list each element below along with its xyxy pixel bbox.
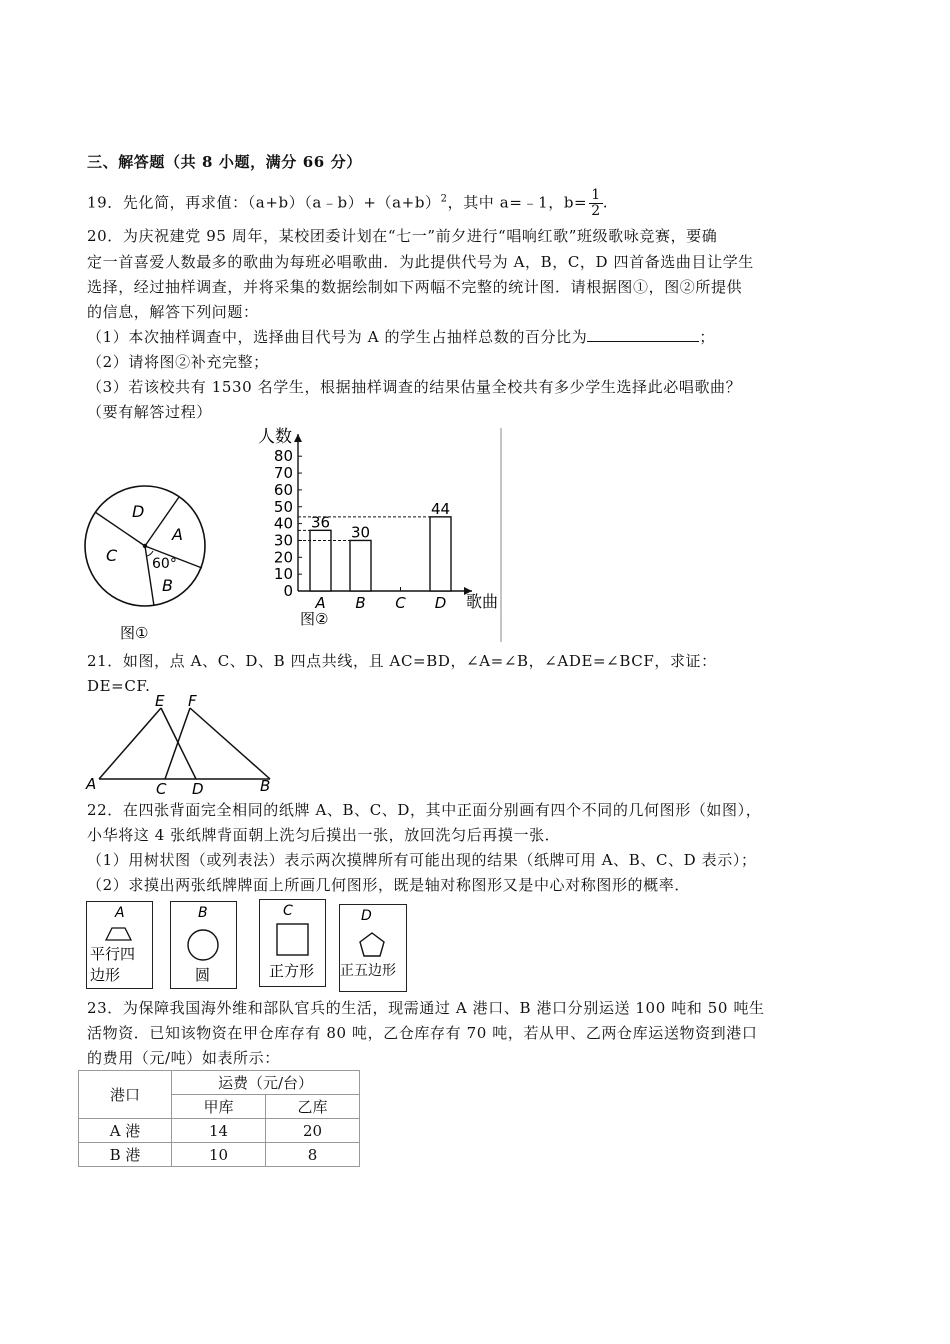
triangle-diagram bbox=[82, 693, 282, 795]
table-col-header: 甲库 bbox=[172, 1095, 266, 1119]
table-cell: 8 bbox=[266, 1143, 360, 1167]
card-b bbox=[170, 901, 237, 989]
point-b-label: B bbox=[260, 777, 271, 795]
point-c-label: C bbox=[156, 780, 167, 795]
card-c-drawing bbox=[260, 900, 325, 986]
card-c bbox=[259, 899, 326, 987]
bar-figure bbox=[252, 420, 512, 645]
q20-sub1-text: （1）本次抽样调查中，选择曲目代号为 A 的学生占抽样总数的百分比为 bbox=[87, 328, 588, 346]
y-tick-label: 60 bbox=[273, 480, 293, 499]
q19-text2: ，其中 a=﹣1，b= bbox=[447, 193, 588, 212]
q21-line-2: DE=CF. bbox=[87, 677, 151, 695]
card-b-letter: B bbox=[198, 905, 208, 921]
card-a-name-2: 边形 bbox=[90, 966, 121, 984]
card-a-letter: A bbox=[115, 905, 125, 921]
pie-label-a: A bbox=[172, 525, 183, 544]
x-category-label: C bbox=[395, 594, 406, 612]
bar-value-label: 30 bbox=[350, 523, 371, 542]
segment-cf bbox=[165, 708, 190, 779]
q20-sub-3: （3）若该校共有 1530 名学生，根据抽样调查的结果估量全校共有多少学生选择此必唱歌曲？ bbox=[87, 378, 742, 396]
y-axis-arrow bbox=[294, 434, 302, 442]
q20-line-3: 选择，经过抽样调查，并将采集的数据绘制如下两幅不完整的统计图．请根据图①，图②所提供 bbox=[87, 278, 743, 296]
table-row-label: A 港 bbox=[79, 1119, 172, 1143]
card-d-drawing bbox=[340, 905, 406, 991]
bar-value-label: 36 bbox=[310, 513, 331, 532]
y-tick-label: 80 bbox=[273, 447, 293, 466]
segment-fb bbox=[190, 708, 270, 779]
table-col-header: 乙库 bbox=[266, 1095, 360, 1119]
table-row bbox=[79, 1143, 360, 1167]
table-corner: 港口 bbox=[79, 1071, 172, 1119]
table-row-label: B 港 bbox=[79, 1143, 172, 1167]
point-d-label: D bbox=[192, 780, 204, 795]
x-category-label: D bbox=[434, 594, 447, 612]
pentagon-shape bbox=[360, 933, 384, 956]
q23-line-3: 的费用（元/吨）如表所示： bbox=[87, 1049, 280, 1067]
pie-label-b: B bbox=[162, 576, 173, 595]
q20-sub-3b: （要有解答过程） bbox=[87, 403, 212, 421]
q20-sub1-end: ； bbox=[699, 328, 715, 346]
parallelogram-shape bbox=[106, 928, 131, 940]
q20-line-4: 的信息，解答下列问题： bbox=[87, 303, 259, 321]
q19-end: . bbox=[602, 193, 609, 212]
q22-sub-1: （1）用树状图（或列表法）表示两次摸牌所有可能出现的结果（纸牌可用 A、B、C、D 表示）； bbox=[87, 851, 757, 869]
card-a bbox=[86, 901, 153, 989]
bar-b bbox=[350, 540, 371, 591]
card-c-letter: C bbox=[283, 903, 293, 919]
fraction-denominator: 2 bbox=[591, 203, 601, 219]
q22-line-1: 22．在四张背面完全相同的纸牌 A、B、C、D，其中正面分别画有四个不同的几何图形（如图）， bbox=[87, 801, 762, 819]
pie-caption: 图① bbox=[120, 624, 149, 642]
segment-ae bbox=[99, 708, 161, 779]
circle-shape bbox=[188, 930, 218, 960]
q19-text: 19．先化简，再求值：（a+b）（a﹣b）+（a+b） bbox=[87, 193, 441, 212]
q22-sub-2: （2）求摸出两张纸牌牌面上所画几何图形，既是轴对称图形又是中心对称图形的概率． bbox=[87, 876, 690, 894]
table-cell: 20 bbox=[266, 1119, 360, 1143]
y-tick-label: 30 bbox=[273, 531, 293, 550]
fraction-numerator: 1 bbox=[591, 187, 601, 203]
y-tick-label: 40 bbox=[273, 514, 293, 533]
y-tick-label: 50 bbox=[273, 497, 293, 516]
card-d bbox=[339, 904, 407, 992]
table-cell: 14 bbox=[172, 1119, 266, 1143]
q20-line-2: 定一首喜爱人数最多的歌曲为每班必唱歌曲．为此提供代号为 A，B，C，D 四首备选曲目让学生 bbox=[87, 253, 754, 271]
segment-ed bbox=[161, 708, 196, 779]
bar-value-label: 44 bbox=[430, 499, 451, 518]
q20-sub-2: （2）请将图②补充完整； bbox=[87, 353, 269, 371]
card-b-drawing bbox=[171, 902, 236, 988]
card-d-name: 正五边形 bbox=[340, 963, 396, 979]
cost-table bbox=[78, 1070, 360, 1167]
point-a-label: A bbox=[86, 775, 97, 793]
card-c-name: 正方形 bbox=[269, 962, 315, 980]
answer-blank bbox=[587, 327, 699, 342]
q21-line-1: 21．如图，点 A、C、D、B 四点共线，且 AC=BD，∠A=∠B，∠ADE=∠BCF，求证： bbox=[87, 652, 717, 670]
table-group-header: 运费（元/台） bbox=[172, 1071, 360, 1095]
triangle-figure bbox=[82, 693, 282, 795]
y-tick-label: 0 bbox=[283, 582, 293, 600]
point-e-label: E bbox=[155, 693, 165, 710]
question-19 bbox=[87, 188, 608, 219]
y-tick-label: 10 bbox=[273, 565, 293, 584]
pie-label-d: D bbox=[132, 502, 145, 521]
bar-xlabel: 歌曲 bbox=[466, 592, 499, 611]
card-d-letter: D bbox=[361, 908, 372, 924]
pie-chart bbox=[82, 470, 217, 648]
q19-exponent: 2 bbox=[440, 193, 448, 205]
bar-chart bbox=[252, 420, 512, 645]
x-category-label: B bbox=[355, 594, 366, 612]
section-heading: 三、解答题（共 8 小题，满分 66 分） bbox=[87, 153, 362, 171]
q19-fraction bbox=[589, 188, 603, 219]
pie-center bbox=[143, 544, 147, 548]
pie-label-c: C bbox=[106, 546, 118, 565]
q22-line-2: 小华将这 4 张纸牌背面朝上洗匀后摸出一张，放回洗匀后再摸一张． bbox=[87, 826, 561, 844]
square-shape bbox=[277, 924, 308, 955]
pie-angle-label: 60° bbox=[152, 556, 177, 572]
q23-line-1: 23．为保障我国海外维和部队官兵的生活，现需通过 A 港口、B 港口分别运送 100 吨和 50 吨生 bbox=[87, 999, 765, 1017]
y-tick-label: 20 bbox=[273, 548, 293, 567]
q20-line-1: 20．为庆祝建党 95 周年，某校团委计划在“七一”前夕进行“唱响红歌”班级歌咏竞赛，要确 bbox=[87, 227, 718, 245]
bar-ylabel: 人数 bbox=[258, 427, 292, 447]
card-a-drawing bbox=[87, 902, 152, 988]
table-row bbox=[79, 1119, 360, 1143]
bar-a bbox=[310, 530, 331, 591]
table-cell: 10 bbox=[172, 1143, 266, 1167]
y-tick-label: 70 bbox=[273, 464, 293, 483]
pie-figure bbox=[82, 470, 217, 648]
q23-line-2: 活物资．已知该物资在甲仓库存有 80 吨，乙仓库存有 70 吨，若从甲、乙两仓库运送物资到港口 bbox=[87, 1024, 758, 1042]
x-category-label: A bbox=[315, 594, 326, 612]
bar-d bbox=[430, 517, 451, 591]
card-b-name: 圆 bbox=[195, 966, 211, 984]
q20-sub-1 bbox=[87, 327, 715, 347]
card-a-name-1: 平行四 bbox=[90, 945, 136, 963]
point-f-label: F bbox=[188, 693, 197, 710]
table-header-row bbox=[79, 1071, 360, 1095]
bar-caption: 图② bbox=[300, 610, 329, 628]
bar-marks bbox=[298, 500, 451, 612]
